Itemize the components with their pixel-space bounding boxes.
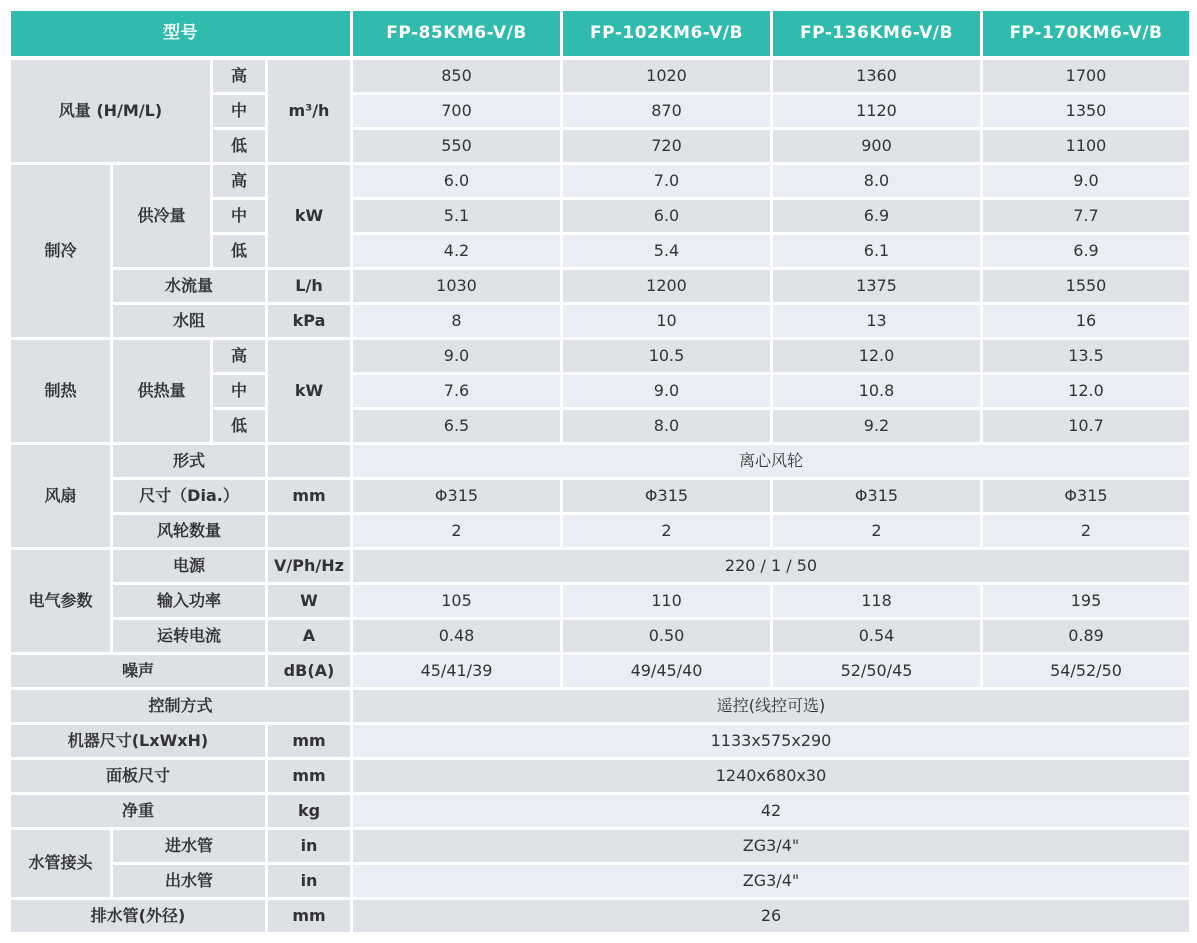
water-flow-label: 水流量	[112, 269, 267, 304]
table-header-row	[10, 10, 1191, 59]
model-header-label: 型号	[10, 10, 352, 59]
table-row	[10, 724, 1191, 759]
table-row	[10, 549, 1191, 584]
noise-label: 噪声	[10, 654, 267, 689]
table-row	[10, 689, 1191, 724]
noise-1: 49/45/40	[562, 654, 772, 689]
table-row	[10, 514, 1191, 549]
cooling-mid-3: 7.7	[982, 199, 1191, 234]
water-resistance-unit: kPa	[267, 304, 352, 339]
cooling-low-3: 6.9	[982, 234, 1191, 269]
speed-label-high: 高	[212, 164, 267, 199]
fan-type-value: 离心风轮	[352, 444, 1191, 479]
heating-low-0: 6.5	[352, 409, 562, 444]
fan-group-label: 风扇	[10, 444, 112, 549]
fan-size-label: 尺寸（Dia.）	[112, 479, 267, 514]
fan-wheel-count-1: 2	[562, 514, 772, 549]
speed-label-high: 高	[212, 339, 267, 374]
heating-capacity-label: 供热量	[112, 339, 212, 444]
table-row	[10, 444, 1191, 479]
drain-pipe-value: 26	[352, 899, 1191, 934]
control-mode-value: 遥控(线控可选)	[352, 689, 1191, 724]
input-power-unit: W	[267, 584, 352, 619]
table-row	[10, 759, 1191, 794]
drain-pipe-unit: mm	[267, 899, 352, 934]
fan-wheel-count-unit-empty	[267, 514, 352, 549]
input-power-1: 110	[562, 584, 772, 619]
fan-wheel-count-2: 2	[772, 514, 982, 549]
airflow-low-0: 550	[352, 129, 562, 164]
control-mode-label: 控制方式	[10, 689, 352, 724]
table-row	[10, 864, 1191, 899]
electrical-group-label: 电气参数	[10, 549, 112, 654]
airflow-low-3: 1100	[982, 129, 1191, 164]
model-header-2: FP-136KM6-V/B	[772, 10, 982, 59]
cooling-high-2: 8.0	[772, 164, 982, 199]
heating-mid-3: 12.0	[982, 374, 1191, 409]
unit-size-unit: mm	[267, 724, 352, 759]
fan-size-2: Φ315	[772, 479, 982, 514]
airflow-group-label: 风量 (H/M/L)	[10, 58, 212, 164]
water-resistance-0: 8	[352, 304, 562, 339]
panel-size-unit: mm	[267, 759, 352, 794]
cooling-low-0: 4.2	[352, 234, 562, 269]
table-row	[10, 164, 1191, 199]
heating-mid-0: 7.6	[352, 374, 562, 409]
heating-high-2: 12.0	[772, 339, 982, 374]
noise-0: 45/41/39	[352, 654, 562, 689]
fan-wheel-count-0: 2	[352, 514, 562, 549]
panel-size-label: 面板尺寸	[10, 759, 267, 794]
table-row	[10, 479, 1191, 514]
speed-label-mid: 中	[212, 374, 267, 409]
outlet-pipe-label: 出水管	[112, 864, 267, 899]
airflow-unit: m³/h	[267, 58, 352, 164]
running-current-3: 0.89	[982, 619, 1191, 654]
table-row	[10, 58, 1191, 94]
water-flow-0: 1030	[352, 269, 562, 304]
cooling-mid-2: 6.9	[772, 199, 982, 234]
water-flow-unit: L/h	[267, 269, 352, 304]
cooling-capacity-label: 供冷量	[112, 164, 212, 269]
outlet-pipe-value: ZG3/4"	[352, 864, 1191, 899]
heating-low-3: 10.7	[982, 409, 1191, 444]
airflow-low-2: 900	[772, 129, 982, 164]
cooling-capacity-unit: kW	[267, 164, 352, 269]
airflow-low-1: 720	[562, 129, 772, 164]
airflow-high-3: 1700	[982, 58, 1191, 94]
heating-capacity-unit: kW	[267, 339, 352, 444]
unit-size-label: 机器尺寸(LxWxH)	[10, 724, 267, 759]
inlet-pipe-label: 进水管	[112, 829, 267, 864]
model-header-0: FP-85KM6-V/B	[352, 10, 562, 59]
table-row	[10, 794, 1191, 829]
input-power-2: 118	[772, 584, 982, 619]
water-flow-3: 1550	[982, 269, 1191, 304]
input-power-0: 105	[352, 584, 562, 619]
heating-high-3: 13.5	[982, 339, 1191, 374]
power-supply-label: 电源	[112, 549, 267, 584]
water-resistance-1: 10	[562, 304, 772, 339]
unit-size-value: 1133x575x290	[352, 724, 1191, 759]
input-power-3: 195	[982, 584, 1191, 619]
noise-3: 54/52/50	[982, 654, 1191, 689]
water-resistance-label: 水阻	[112, 304, 267, 339]
speed-label-low: 低	[212, 129, 267, 164]
inlet-pipe-unit: in	[267, 829, 352, 864]
table-row	[10, 584, 1191, 619]
speed-label-mid: 中	[212, 199, 267, 234]
airflow-mid-0: 700	[352, 94, 562, 129]
heating-group-label: 制热	[10, 339, 112, 444]
airflow-mid-3: 1350	[982, 94, 1191, 129]
heating-high-0: 9.0	[352, 339, 562, 374]
fan-wheel-count-3: 2	[982, 514, 1191, 549]
table-row	[10, 339, 1191, 374]
noise-2: 52/50/45	[772, 654, 982, 689]
water-flow-2: 1375	[772, 269, 982, 304]
water-flow-1: 1200	[562, 269, 772, 304]
spec-table	[8, 8, 1192, 935]
pipe-group-label: 水管接头	[10, 829, 112, 899]
table-row	[10, 619, 1191, 654]
cooling-high-0: 6.0	[352, 164, 562, 199]
fan-type-unit-empty	[267, 444, 352, 479]
heating-low-2: 9.2	[772, 409, 982, 444]
model-header-1: FP-102KM6-V/B	[562, 10, 772, 59]
fan-wheel-count-label: 风轮数量	[112, 514, 267, 549]
airflow-high-2: 1360	[772, 58, 982, 94]
airflow-high-0: 850	[352, 58, 562, 94]
fan-size-3: Φ315	[982, 479, 1191, 514]
speed-label-high: 高	[212, 58, 267, 94]
heating-low-1: 8.0	[562, 409, 772, 444]
cooling-low-2: 6.1	[772, 234, 982, 269]
heating-mid-1: 9.0	[562, 374, 772, 409]
model-header-3: FP-170KM6-V/B	[982, 10, 1191, 59]
speed-label-mid: 中	[212, 94, 267, 129]
cooling-high-3: 9.0	[982, 164, 1191, 199]
drain-pipe-label: 排水管(外径)	[10, 899, 267, 934]
net-weight-value: 42	[352, 794, 1191, 829]
table-row	[10, 829, 1191, 864]
outlet-pipe-unit: in	[267, 864, 352, 899]
water-resistance-2: 13	[772, 304, 982, 339]
cooling-group-label: 制冷	[10, 164, 112, 339]
fan-type-label: 形式	[112, 444, 267, 479]
airflow-high-1: 1020	[562, 58, 772, 94]
panel-size-value: 1240x680x30	[352, 759, 1191, 794]
running-current-0: 0.48	[352, 619, 562, 654]
table-row	[10, 654, 1191, 689]
running-current-2: 0.54	[772, 619, 982, 654]
speed-label-low: 低	[212, 234, 267, 269]
cooling-mid-1: 6.0	[562, 199, 772, 234]
heating-high-1: 10.5	[562, 339, 772, 374]
cooling-low-1: 5.4	[562, 234, 772, 269]
running-current-unit: A	[267, 619, 352, 654]
power-supply-unit: V/Ph/Hz	[267, 549, 352, 584]
fan-size-1: Φ315	[562, 479, 772, 514]
running-current-label: 运转电流	[112, 619, 267, 654]
inlet-pipe-value: ZG3/4"	[352, 829, 1191, 864]
heating-mid-2: 10.8	[772, 374, 982, 409]
speed-label-low: 低	[212, 409, 267, 444]
water-resistance-3: 16	[982, 304, 1191, 339]
airflow-mid-1: 870	[562, 94, 772, 129]
table-row	[10, 899, 1191, 934]
cooling-mid-0: 5.1	[352, 199, 562, 234]
net-weight-label: 净重	[10, 794, 267, 829]
airflow-mid-2: 1120	[772, 94, 982, 129]
fan-size-unit: mm	[267, 479, 352, 514]
noise-unit: dB(A)	[267, 654, 352, 689]
input-power-label: 输入功率	[112, 584, 267, 619]
cooling-high-1: 7.0	[562, 164, 772, 199]
table-row	[10, 304, 1191, 339]
fan-size-0: Φ315	[352, 479, 562, 514]
running-current-1: 0.50	[562, 619, 772, 654]
table-row	[10, 269, 1191, 304]
power-supply-value: 220 / 1 / 50	[352, 549, 1191, 584]
net-weight-unit: kg	[267, 794, 352, 829]
